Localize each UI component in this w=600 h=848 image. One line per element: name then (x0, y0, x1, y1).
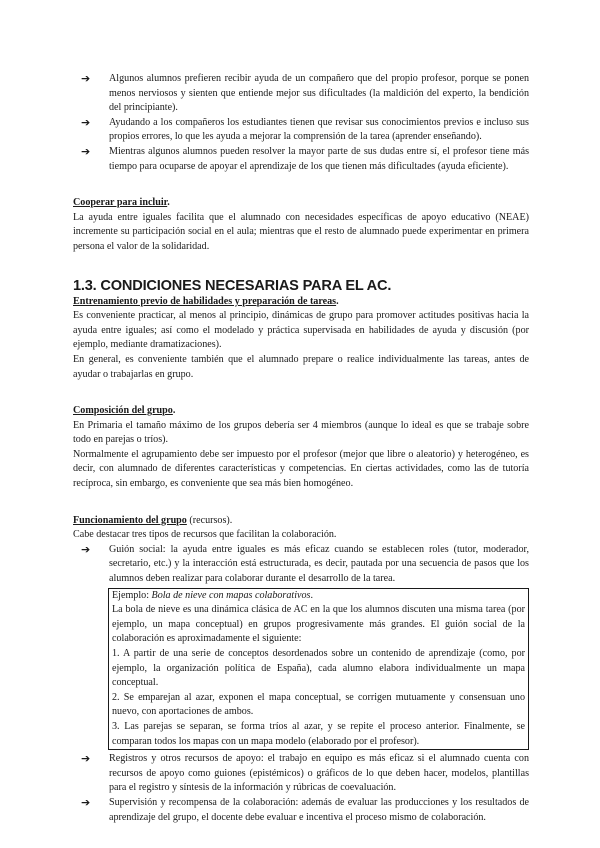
example-intro: La bola de nieve es una dinámica clásica de AC en la que los alumnos discuten una misma tarea (por ejemplo, un mapa conceptual) en grupos progresivamente más grandes. El guión social de la colaboración es aproximadamente el siguiente: (112, 604, 525, 645)
list-item (73, 145, 529, 174)
list-item (73, 72, 529, 116)
cooperar-heading: Cooperar para incluir. (73, 197, 170, 209)
funcionamiento-heading: Funcionamiento del grupo (recursos). (73, 514, 233, 526)
bullet-text: Registros y otros recursos de apoyo: el trabajo en equipo es más eficaz si el alumnado cuenta con recursos de apoyo como guiones (epistémicos) o gráficos de lo que deben hacer, modelos, plantillas para el registro y síntesis de la información y rúbricas de coevaluación. (109, 753, 529, 794)
funcionamiento-bullet-list (73, 543, 529, 587)
funcionamiento-intro: Cabe destacar tres tipos de recursos que facilitan la colaboración. (73, 529, 337, 541)
example-step-3: 3. Las parejas se separan, se forma tríos al azar, y se repite el proceso anterior. Finalmente, se comparan todos los mapas con un mapa modelo (elaborado por el profesor). (112, 720, 525, 747)
arrow-right-icon: ➔ (81, 795, 91, 809)
bullet-text: Supervisión y recompensa de la colaboración: además de evaluar las producciones y los resultados de aprendizaje del grupo, el docente debe evaluar e incentiva el proceso mismo de colaboración. (109, 796, 529, 823)
list-item (73, 543, 529, 587)
example-label: Ejemplo: Bola de nieve con mapas colaborativos. (112, 589, 314, 601)
bullet-text: Algunos alumnos prefieren recibir ayuda de un compañero que del propio profesor, porque se ponen menos nerviosos y sienten que entiende mejor sus dificultades (la maldición del experto, la bendición del principiante). (109, 73, 529, 114)
entrenamiento-paragraph-1: Es conveniente practicar, al menos al principio, dinámicas de grupo para promover actitudes positivas hacia la ayuda entre iguales; así como el modelado y práctica supervisada en habilidades de ayuda y discusión (por ejemplo, mediante dramatizaciones). (73, 310, 529, 351)
arrow-right-icon: ➔ (81, 115, 91, 129)
entrenamiento-paragraph-2: En general, es conveniente también que el alumnado prepare o realice individualmente las tareas, antes de ayudar o trabajarlas en grupo. (73, 353, 529, 380)
arrow-right-icon: ➔ (81, 144, 91, 158)
cooperar-paragraph: La ayuda entre iguales facilita que el alumnado con necesidades específicas de apoyo educativo (NEAE) incremente su participación social en el aula; mientras que el resto de alumnado puede experimentar en primera persona el valor de la solidaridad. (73, 211, 529, 252)
list-item (73, 796, 529, 825)
composicion-paragraph-2: Normalmente el agrupamiento debe ser impuesto por el profesor (mejor que libre o aleatorio) y heterogéneo, es decir, con alumnado de diferentes características y competencias. En ciertas actividades, como las de tutoría recíproca, sin embargo, es conveniente que sea más bien homogéneo. (73, 448, 529, 490)
example-step-1: 1. A partir de una serie de conceptos desordenados sobre un contenido de aprendizaje (como, por ejemplo, la organización política de España), cada alumno elabora individualmente un mapa conceptual. (112, 648, 525, 689)
entrenamiento-heading: Entrenamiento previo de habilidades y preparación de tareas. (73, 295, 339, 307)
bullet-text: Ayudando a los compañeros los estudiantes tienen que revisar sus conocimientos previos e incluso sus propios errores, lo que les ayuda a mejorar la comprensión de la tarea (aprender enseñando). (109, 116, 529, 143)
bullet-text: Mientras algunos alumnos pueden resolver la mayor parte de sus dudas entre sí, el profesor tiene más tiempo para ocuparse de apoyar el aprendizaje de los que tienen más dificultades (ayuda eficiente). (109, 145, 529, 172)
example-step-2: 2. Se emparejan al azar, exponen el mapa conceptual, se corrigen mutuamente y consensuan uno nuevo, con aportaciones de ambos. (112, 691, 525, 718)
arrow-right-icon: ➔ (81, 72, 91, 85)
list-item (73, 752, 529, 796)
section-title: 1.3. CONDICIONES NECESARIAS PARA EL AC. (73, 277, 392, 294)
example-box (108, 588, 529, 751)
document-page (73, 72, 529, 825)
funcionamiento-bullet-list-2 (73, 752, 529, 825)
intro-bullet-list (73, 72, 529, 174)
arrow-right-icon: ➔ (81, 542, 91, 556)
composicion-heading: Composición del grupo. (73, 405, 176, 417)
bullet-text: Guión social: la ayuda entre iguales es más eficaz cuando se establecen roles (tutor, moderador, secretario, etc.) y la interacción está estructurada, es decir, pautada por una secuencia de pasos que los alumnos deben realizar para colaborar durante el desarrollo de la tarea. (109, 543, 529, 585)
list-item (73, 116, 529, 145)
arrow-right-icon: ➔ (81, 752, 91, 766)
composicion-paragraph-1: En Primaria el tamaño máximo de los grupos debería ser 4 miembros (aunque lo ideal es que se trabaje sobre todo en parejas o tríos). (73, 419, 529, 446)
